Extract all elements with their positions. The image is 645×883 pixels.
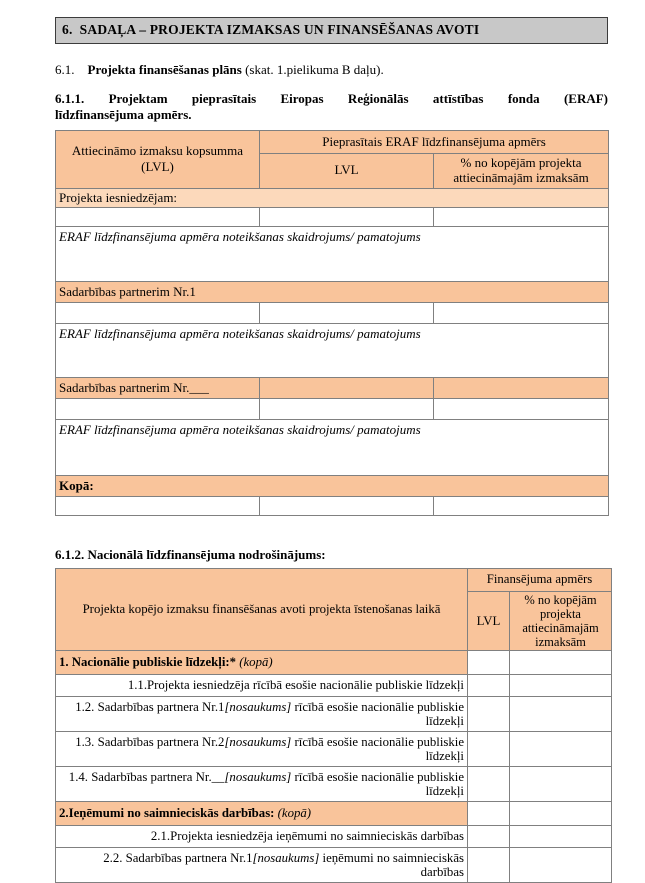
table2-group2-lvl-input[interactable] <box>468 802 510 826</box>
table2-row-2-2-pct-input[interactable] <box>510 848 612 883</box>
table1-partner-n-label: Sadarbības partnerim Nr.___ <box>56 377 260 398</box>
table2-row-1-2-pct-input[interactable] <box>510 697 612 732</box>
table2-row-1-3-lvl-input[interactable] <box>468 732 510 767</box>
table2-group1-row <box>56 651 612 675</box>
table1-partner1-input-row <box>56 302 609 323</box>
row-text: 1.1.Projekta iesniedzēja rīcībā esošie nacionālie publiskie līdzekļi <box>128 678 464 692</box>
table1-col-lvl-header: LVL <box>260 153 434 188</box>
table1-partner-n-total-input[interactable] <box>56 398 260 419</box>
table1-partner-n-input-row <box>56 398 609 419</box>
table1-applicant-total-input[interactable] <box>56 207 260 226</box>
table2-group1-label <box>56 651 468 675</box>
table1-total-lvl-input[interactable] <box>260 496 434 515</box>
table1-applicant-lvl-input[interactable] <box>260 207 434 226</box>
table1-partner1-label-row <box>56 281 609 302</box>
table1-partner-n-label-row <box>56 377 609 398</box>
table2-group2-pct-input[interactable] <box>510 802 612 826</box>
table1-applicant-note-input[interactable]: ERAF līdzfinansējuma apmēra noteikšanas skaidrojums/ pamatojums <box>56 226 609 281</box>
heading-6-1-1-line2: līdzfinansējuma apmērs. <box>55 107 608 123</box>
table2-col-pct-header: % no kopējām projekta attiecināmajām izmaksām <box>510 591 612 651</box>
table2-row-1-4-lvl-input[interactable] <box>468 767 510 802</box>
eraf-cofinancing-table <box>55 130 609 516</box>
table1-partner1-label: Sadarbības partnerim Nr.1 <box>56 281 609 302</box>
table1-applicant-label-row <box>56 188 609 207</box>
table2-row-1-2 <box>56 697 612 732</box>
row-text-italic: [nosaukums] <box>224 735 291 749</box>
table2-row-2-1-label <box>56 826 468 848</box>
table1-total-label-row <box>56 475 609 496</box>
table1-partner1-total-input[interactable] <box>56 302 260 323</box>
table1-applicant-pct-input[interactable] <box>434 207 609 226</box>
table2-row-1-3-pct-input[interactable] <box>510 732 612 767</box>
table2-row-1-4-pct-input[interactable] <box>510 767 612 802</box>
row-text-post: ieņēmumi no saimnieciskās darbības <box>319 851 464 879</box>
table1-partner-n-label-cell2 <box>260 377 434 398</box>
table2-header-row1 <box>56 568 612 591</box>
row-text-italic: [nosaukums] <box>224 700 291 714</box>
table1-partner-n-pct-input[interactable] <box>434 398 609 419</box>
table2-group2-bold: 2.Ieņēmumi no saimnieciskās darbības: <box>59 806 274 820</box>
table2-group1-lvl-input[interactable] <box>468 651 510 675</box>
table2-group2-row <box>56 802 612 826</box>
heading-6-1-number: 6.1. <box>55 62 75 77</box>
heading-6-1-rest: (skat. 1.pielikuma B daļu). <box>242 62 384 77</box>
table2-row-1-2-label <box>56 697 468 732</box>
row-text-italic: [nosaukums] <box>253 851 320 865</box>
table1-total-total-input[interactable] <box>56 496 260 515</box>
table2-row-2-1 <box>56 826 612 848</box>
national-cofinancing-table <box>55 568 612 883</box>
heading-6-1-1 <box>55 91 608 124</box>
table1-col-pct-header: % no kopējām projekta attiecināmajām izmaksām <box>434 153 609 188</box>
table1-partner-n-note-row <box>56 419 609 475</box>
heading-6-1 <box>55 62 608 78</box>
table2-row-2-2 <box>56 848 612 883</box>
table2-group1-kopa: (kopā) <box>236 655 273 669</box>
table2-row-1-1-pct-input[interactable] <box>510 675 612 697</box>
table1-partner-n-note-input[interactable]: ERAF līdzfinansējuma apmēra noteikšanas skaidrojums/ pamatojums <box>56 419 609 475</box>
table2-row-1-3-label <box>56 732 468 767</box>
table1-total-input-row <box>56 496 609 515</box>
row-text: 2.2. Sadarbības partnera Nr.1 <box>103 851 252 865</box>
table2-row-1-1-label <box>56 675 468 697</box>
table2-row-1-2-lvl-input[interactable] <box>468 697 510 732</box>
heading-6-1-bold: Projekta finansēšanas plāns <box>88 62 242 77</box>
table2-row-2-2-label <box>56 848 468 883</box>
table1-applicant-label: Projekta iesniedzējam: <box>56 188 609 207</box>
table1-col-total-header: Attiecināmo izmaksu kopsumma (LVL) <box>56 130 260 188</box>
table1-partner1-note-input[interactable]: ERAF līdzfinansējuma apmēra noteikšanas skaidrojums/ pamatojums <box>56 323 609 377</box>
table2-row-1-1 <box>56 675 612 697</box>
table2-col-sources-header: Projekta kopējo izmaksu finansēšanas avoti projekta īstenošanas laikā <box>56 568 468 651</box>
row-text: 1.2. Sadarbības partnera Nr.1 <box>75 700 224 714</box>
section-title: 6. SADAĻA – PROJEKTA IZMAKSAS UN FINANSĒŠANAS AVOTI <box>55 17 608 44</box>
heading-6-1-1-line1: 6.1.1. Projektam pieprasītais Eiropas Reģionālās attīstības fonda (ERAF) <box>55 91 608 107</box>
table1-total-pct-input[interactable] <box>434 496 609 515</box>
table2-row-2-2-lvl-input[interactable] <box>468 848 510 883</box>
row-text: 1.3. Sadarbības partnera Nr.2 <box>75 735 224 749</box>
row-text: 2.1.Projekta iesniedzēja ieņēmumi no saimnieciskās darbības <box>151 829 464 843</box>
table2-group1-pct-input[interactable] <box>510 651 612 675</box>
table1-partner-n-lvl-input[interactable] <box>260 398 434 419</box>
row-text-post: rīcībā esošie nacionālie publiskie līdzekļi <box>291 735 464 763</box>
table2-row-2-1-pct-input[interactable] <box>510 826 612 848</box>
table1-applicant-note-row <box>56 226 609 281</box>
table1-applicant-input-row <box>56 207 609 226</box>
table1-partner1-note-row <box>56 323 609 377</box>
row-text-post: rīcībā esošie nacionālie publiskie līdzekļi <box>291 770 464 798</box>
row-text-post: rīcībā esošie nacionālie publiskie līdzekļi <box>291 700 464 728</box>
table2-row-1-4-label <box>56 767 468 802</box>
row-text-italic: [nosaukums] <box>224 770 291 784</box>
table2-row-1-3 <box>56 732 612 767</box>
table1-partner1-lvl-input[interactable] <box>260 302 434 323</box>
table2-row-1-4 <box>56 767 612 802</box>
table2-row-2-1-lvl-input[interactable] <box>468 826 510 848</box>
table2-group1-bold: 1. Nacionālie publiskie līdzekļi:* <box>59 655 236 669</box>
heading-6-1-2: 6.1.2. Nacionālā līdzfinansējuma nodrošinājums: <box>55 547 608 563</box>
table1-header-row1 <box>56 130 609 153</box>
row-text: 1.4. Sadarbības partnera Nr.__ <box>69 770 225 784</box>
table2-row-1-1-lvl-input[interactable] <box>468 675 510 697</box>
table1-total-label: Kopā: <box>56 475 609 496</box>
table2-group2-kopa: (kopā) <box>274 806 311 820</box>
table1-partner-n-label-cell3 <box>434 377 609 398</box>
table1-col-group-header: Pieprasītais ERAF līdzfinansējuma apmērs <box>260 130 609 153</box>
table1-partner1-pct-input[interactable] <box>434 302 609 323</box>
table2-col-lvl-header: LVL <box>468 591 510 651</box>
table2-col-group-header: Finansējuma apmērs <box>468 568 612 591</box>
document-page <box>55 0 608 883</box>
table2-group2-label <box>56 802 468 826</box>
